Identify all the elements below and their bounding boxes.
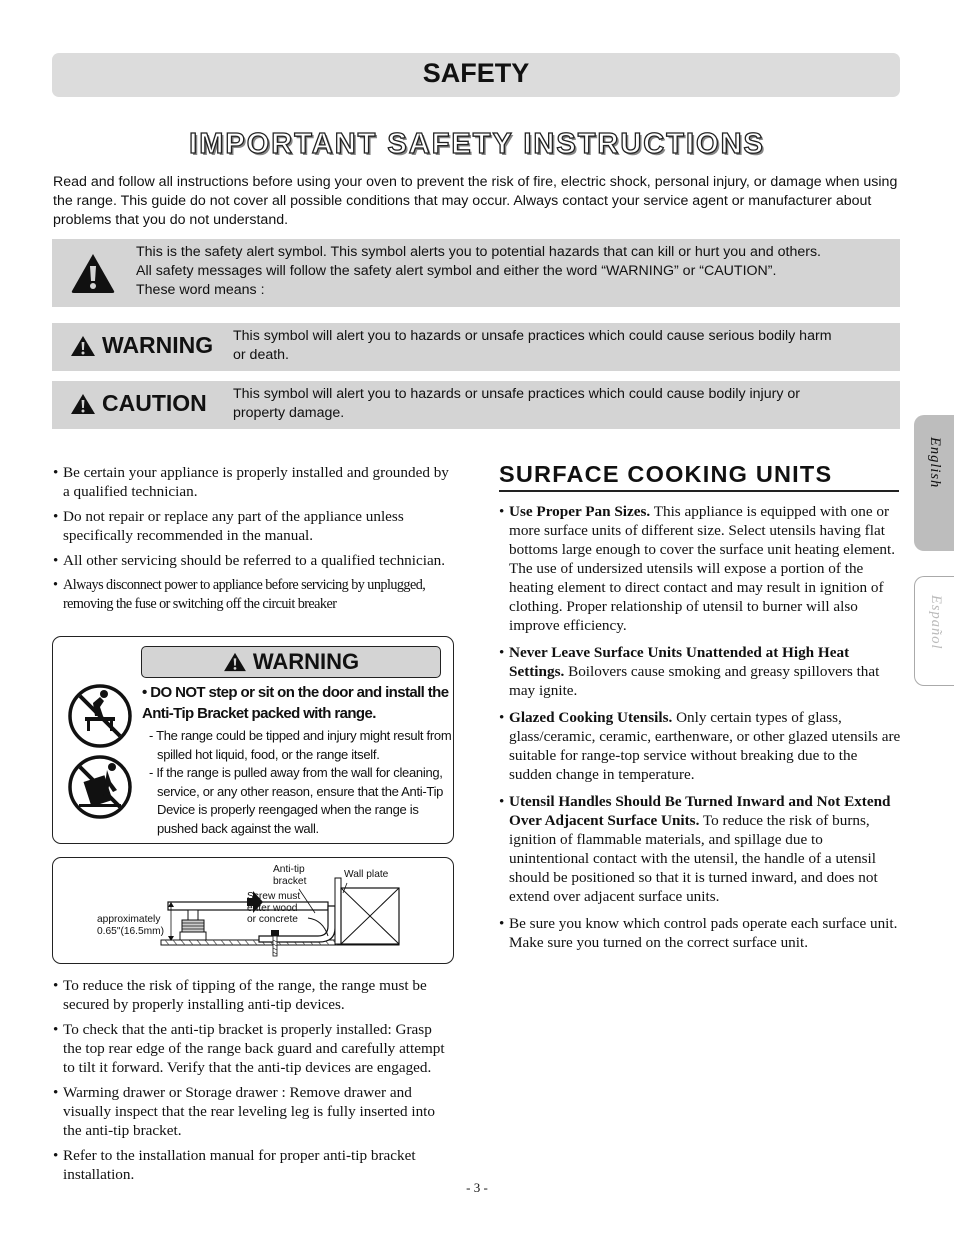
item-heading: Never Leave Surface Units Unattended at High Heat Settings. — [509, 644, 850, 680]
item-text: Only certain types of glass, glass/ceramic, ceramic, earthenware, or other glazed utensils are suitable for range-top service without breaking due to the sudden change in temperature. — [509, 709, 901, 783]
label-line: or concrete — [247, 914, 298, 925]
screw-label — [247, 891, 327, 926]
alert-line: This is the safety alert symbol. This symbol alerts you to potential hazards that can kill or hurt you and others. — [136, 244, 822, 260]
clearance-label — [97, 914, 164, 937]
safety-alert-box — [52, 239, 900, 307]
page-title: IMPORTANT SAFETY INSTRUCTIONS — [189, 128, 765, 160]
intro-paragraph: Read and follow all instructions before using your oven to prevent the risk of fire, electric shock, personal injury, or damage when using the range. This guide do not cover all possible conditions that may occur. Always contact your service agent or manufacturer about problems that you do not understand. — [53, 174, 898, 228]
list-item — [499, 502, 901, 635]
list-item: • Refer to the installation manual for proper anti-tip bracket installation. — [53, 1146, 445, 1184]
list-item: • All other servicing should be referred to a qualified technician. — [53, 551, 449, 570]
warning-label — [70, 332, 213, 359]
warning-definition-box — [52, 323, 900, 371]
warning-triangle-icon — [223, 652, 247, 672]
item-heading: Glazed Cooking Utensils. — [509, 709, 673, 726]
anti-tip-bracket-label — [273, 864, 306, 887]
warning-main-bullet: • DO NOT step or sit on the door and install the Anti-Tip Bracket packed with range. — [142, 684, 449, 722]
no-tipping-range-icon — [67, 754, 133, 820]
tab-espanol[interactable] — [914, 576, 954, 686]
item-extra: The use of undersized utensils will expose a portion of the heating element to direct contact and may result in ignition of clothing. Proper relationship of utensil to burner will also improve efficiency. — [509, 560, 884, 634]
list-item: • Always disconnect power to appliance before servicing by unplugged, removing the fuse or switching off the circuit breaker — [53, 576, 463, 614]
warning-instruction: step or sit on the door and install the Anti-Tip Bracket packed with range. — [142, 684, 449, 722]
caution-word: CAUTION — [102, 390, 207, 416]
anti-tip-bullets — [53, 976, 445, 1190]
warning-word: WARNING — [252, 649, 360, 674]
warning-word: WARNING — [102, 332, 214, 358]
alert-line: These word means : — [136, 282, 265, 298]
tab-label: Español — [928, 595, 944, 650]
safety-alert-text — [136, 243, 856, 300]
safety-alert-icon — [70, 252, 116, 294]
list-item: - If the range is pulled away from the wall for cleaning, service, or any other reason, ensure that the Anti-Tip Device is properly reengaged when the range is pushed back against the wall. — [149, 765, 444, 836]
item-text: To reduce the risk of burns, ignition of flammable materials, and spillage due to unintentional contact with the utensil, the handle of a utensil should be positioned so that it is turned inward, and does not extend over adjacent surface units. — [509, 812, 878, 905]
item-extra: Make sure you turned on the correct surface unit. — [509, 934, 808, 951]
label-line: Anti-tip — [273, 864, 305, 875]
surface-cooking-title: SURFACE COOKING UNITS — [499, 461, 833, 487]
caution-label — [70, 390, 207, 417]
page-number: - 3 - — [466, 1180, 488, 1195]
caution-triangle-icon — [70, 393, 96, 415]
warning-sub-items — [149, 727, 455, 839]
label-line: approximately — [97, 914, 161, 925]
list-item — [499, 643, 901, 700]
installation-bullets — [53, 463, 449, 620]
caution-description: This symbol will alert you to hazards or unsafe practices which could cause bodily injury or property damage. — [233, 386, 800, 421]
tab-label: English — [927, 437, 943, 489]
section-divider — [499, 490, 899, 492]
section-header — [52, 53, 900, 97]
item-text: Boilovers cause smoking and greasy spillovers that may ignite. — [509, 663, 880, 699]
list-item: - The range could be tipped and injury might result from spilled hot liquid, food, or the range itself. — [149, 728, 452, 762]
section-title: SAFETY — [422, 58, 530, 88]
no-step-on-door-icon — [67, 683, 133, 749]
label-line: Screw must — [247, 891, 301, 902]
surface-cooking-list — [499, 502, 901, 958]
list-item: • Do not repair or replace any part of the appliance unless specifically recommended in the manual. — [53, 507, 449, 545]
label-line: enter wood — [247, 902, 298, 914]
anti-tip-diagram — [52, 857, 454, 964]
list-item: • To reduce the risk of tipping of the range, the range must be secured by properly installing anti-tip devices. — [53, 976, 445, 1014]
item-heading: Utensil Handles Should Be Turned Inward and Not Extend Over Adjacent Surface Units. — [509, 793, 891, 829]
label-line: bracket — [273, 875, 307, 887]
alert-line: All safety messages will follow the safety alert symbol and either the word “WARNING” or “CAUTION”. — [136, 263, 777, 279]
warning-triangle-icon — [70, 335, 96, 357]
item-text: Be sure you know which control pads operate each surface unit. — [509, 915, 898, 932]
list-item: • Warming drawer or Storage drawer : Remove drawer and visually inspect that the rear leveling leg is fully inserted into the anti-tip bracket. — [53, 1083, 445, 1140]
warning-do-not: DO NOT — [150, 684, 205, 701]
list-item: • To check that the anti-tip bracket is properly installed: Grasp the top rear edge of the range back guard and carefully attempt to tilt it forward. Verify that the anti-tip devices are engaged. — [53, 1020, 445, 1077]
list-item — [499, 708, 901, 784]
item-heading: Use Proper Pan Sizes. — [509, 503, 651, 520]
list-item: • Be certain your appliance is properly installed and grounded by a qualified technician. — [53, 463, 449, 501]
warning-description: This symbol will alert you to hazards or unsafe practices which could cause serious bodily harm or death. — [233, 328, 832, 363]
list-item — [499, 914, 901, 952]
anti-tip-warning-panel — [52, 636, 454, 844]
caution-definition-box — [52, 381, 900, 429]
wall-plate-label: Wall plate — [344, 869, 389, 880]
warning-header — [141, 646, 441, 678]
list-item — [499, 792, 901, 906]
tab-english[interactable] — [914, 415, 954, 551]
item-text: This appliance is equipped with one or more surface units of different size. Select utensils having flat bottoms large enough to cover the surface unit heating element. — [509, 503, 896, 558]
label-line: 0.65"(16.5mm) — [97, 925, 165, 937]
